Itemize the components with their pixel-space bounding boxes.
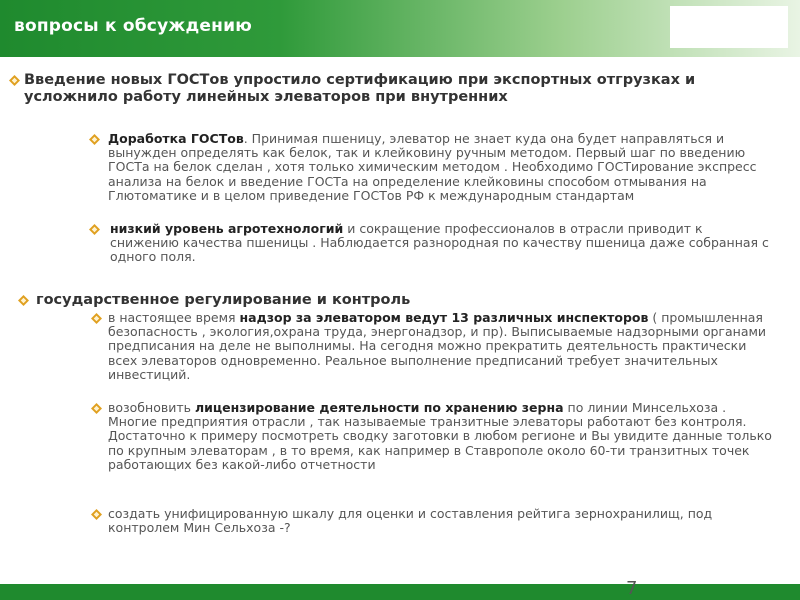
diamond-bullet-icon	[18, 295, 29, 306]
diamond-bullet-icon	[91, 509, 102, 520]
diamond-bullet-icon	[89, 134, 100, 145]
item-introduction: Введение новых ГОСТов упростило сертификацию при экспортных отгрузках и усложнило работу линейных элеваторов при внутренних	[24, 72, 696, 105]
diamond-bullet-icon	[91, 403, 102, 414]
item-licensing: возобновить лицензирование деятельности по хранению зерна по линии Минсельхоза . Многие предприятия отрасли , так называемые транзитные элеваторы работают без контроля. Достаточно к примеру посмотреть сводку заготовки в любом регионе и Вы увидите данные только по крупным элеваторам , в то время, как например в Ставрополе около 60-ти транзитных точек работающих без какой-либо отчетности	[108, 400, 772, 472]
page-number: 7	[626, 578, 638, 599]
slide-header	[0, 0, 800, 57]
item-rating-scale: создать унифицированную шкалу для оценки и составления рейтига зернохранилищ, под контролем Мин Сельхоза -?	[108, 506, 713, 536]
slide-title: вопросы к обсуждению	[14, 16, 252, 36]
item-state-regulation: государственное регулирование и контроль	[36, 292, 411, 308]
diamond-bullet-icon	[89, 224, 100, 235]
item-gost-revision: Доработка ГОСТов. Принимая пшеницу, элеватор не знает куда она будет направляться и вынужден определять как белок, так и клейковину ручным методом. Первый шаг по введению ГОСТа на белок сделан , хотя только химическим методом . Необходимо ГОСТирование экспресс анализа на белок и введение ГОСТа на определение клейковины способом отмывания на Глютоматике и в целом приведение ГОСТов РФ к международным стандартам	[108, 131, 757, 203]
diamond-bullet-icon	[9, 75, 20, 86]
item-agrotech-level: низкий уровень агротехнологий и сокращение профессионалов в отрасли приводит к снижению качества пшеницы . Наблюдается разнородная по качеству пшеница даже собранная с одного поля.	[110, 221, 769, 265]
item-inspectors: в настоящее время надзор за элеватором ведут 13 различных инспекторов ( промышленная безопасность , экология,охрана труда, энергонадзор, и пр). Выписываемые надзорными органами предписания на деле не выполнимы. На сегодня можно прекратить деятельность практически всех элеваторов одновременно. Реальное выполнение предписаний требует значительных инвестиций.	[108, 310, 767, 382]
slide-footer-bar	[0, 584, 800, 600]
header-box	[670, 6, 788, 48]
diamond-bullet-icon	[91, 313, 102, 324]
